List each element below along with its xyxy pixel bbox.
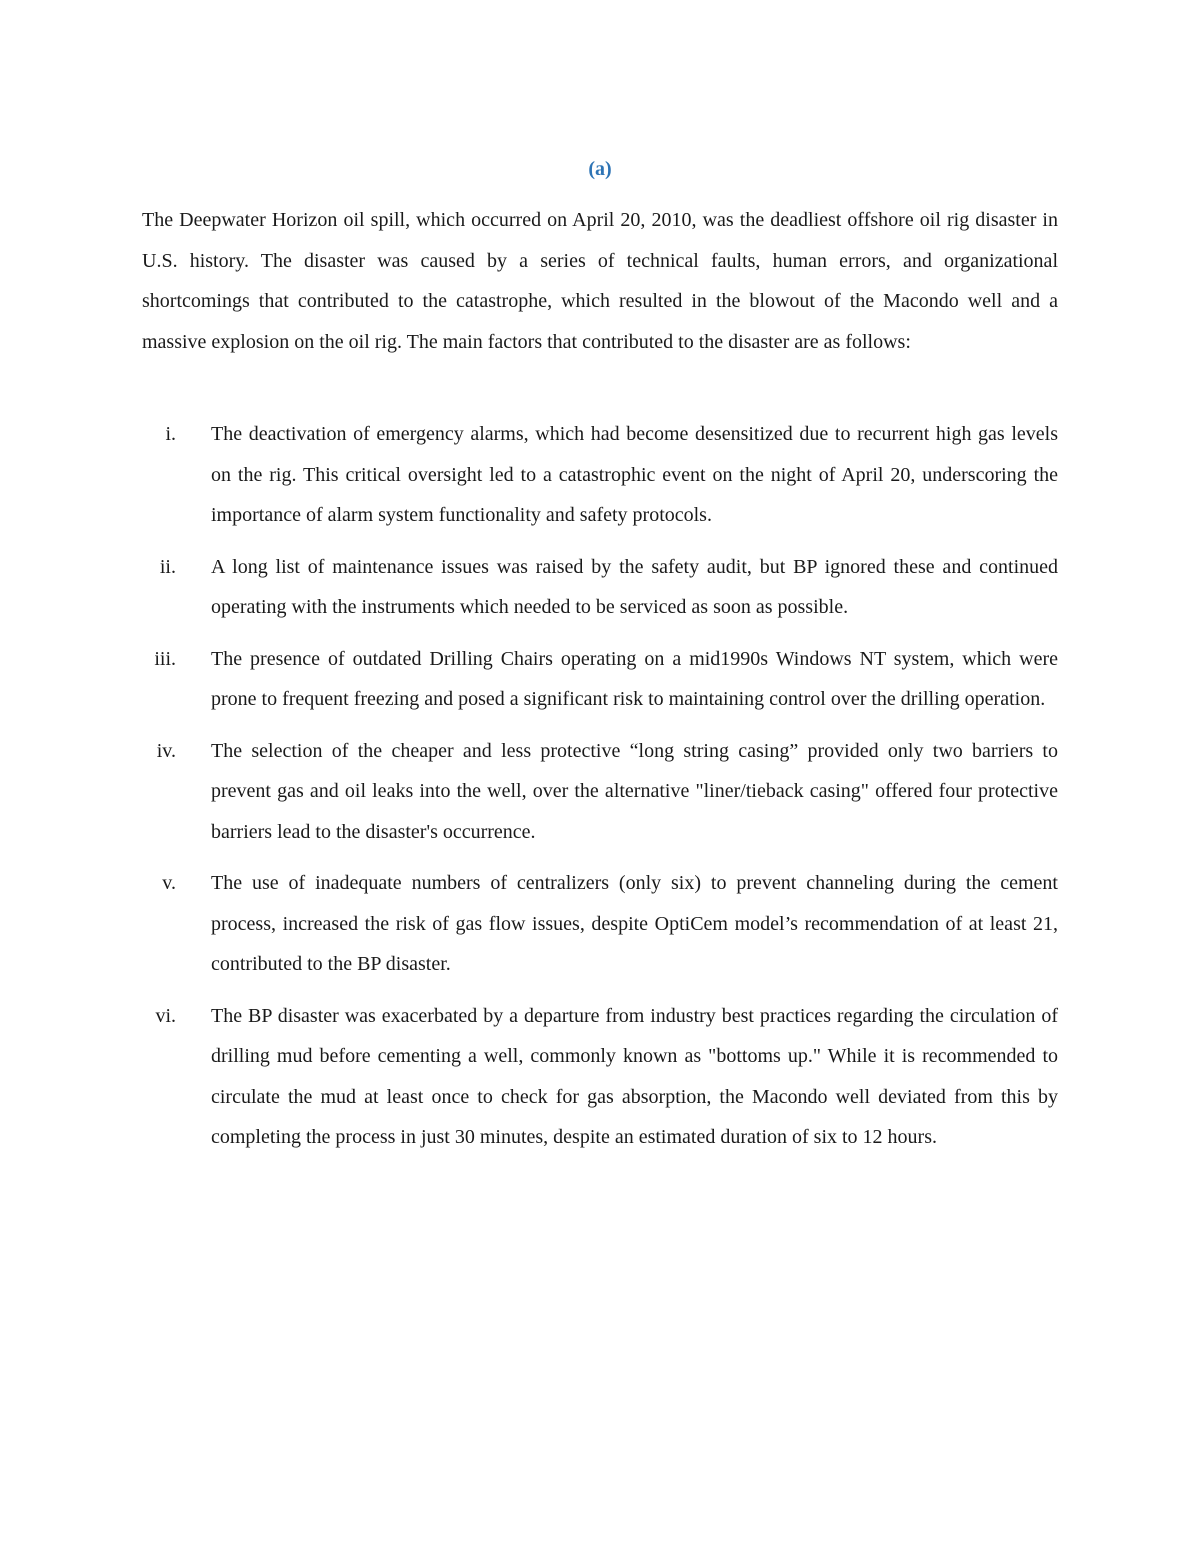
list-item-text: The deactivation of emergency alarms, which had become desensitized due to recurrent high gas levels on the rig. This critical oversight led to a catastrophic event on the night of April 20, underscoring the importance of alarm system functionality and safety protocols. <box>211 423 1058 526</box>
list-item-text: The BP disaster was exacerbated by a departure from industry best practices regarding the circulation of drilling mud before cementing a well, commonly known as "bottoms up." While it is recommended to circulate the mud at least once to check for gas absorption, the Macondo well deviated from this by completing the process in just 30 minutes, despite an estimated duration of six to 12 hours. <box>211 1004 1058 1148</box>
list-marker: iii. <box>154 647 176 670</box>
list-item <box>142 996 1058 1158</box>
list-marker: i. <box>165 423 176 445</box>
list-item-text: The use of inadequate numbers of centralizers (only six) to prevent channeling during the cement process, increased the risk of gas flow issues, despite OptiCem model’s recommendation of at least 21, contributed to the BP disaster. <box>211 872 1058 975</box>
list-item-text: The presence of outdated Drilling Chairs operating on a mid1990s Windows NT system, which were prone to frequent freezing and posed a significant risk to maintaining control over the drilling operation. <box>211 647 1058 710</box>
list-item-text: The selection of the cheaper and less protective “long string casing” provided only two barriers to prevent gas and oil leaks into the well, over the alternative "liner/tieback casing" offered four protective barriers lead to the disaster's occurrence. <box>211 739 1058 843</box>
list-marker: ii. <box>159 555 176 578</box>
intro-paragraph: The Deepwater Horizon oil spill, which occurred on April 20, 2010, was the deadliest offshore oil rig disaster in U.S. history. The disaster was caused by a series of technical faults, human errors, and organizational shortcomings that contributed to the catastrophe, which resulted in the blowout of the Macondo well and a massive explosion on the oil rig. The main factors that contributed to the disaster are as follows: <box>142 209 1058 353</box>
list-marker: v. <box>162 872 176 894</box>
list-item <box>142 414 1058 536</box>
list-item <box>142 863 1058 985</box>
list-marker: vi. <box>155 1004 176 1027</box>
list-item <box>142 639 1058 720</box>
section-heading: (a) <box>588 158 612 180</box>
factors-list <box>142 414 1058 1169</box>
list-item <box>142 547 1058 628</box>
list-marker: iv. <box>156 739 176 762</box>
list-item-text: A long list of maintenance issues was raised by the safety audit, but BP ignored these and continued operating with the instruments which needed to be serviced as soon as possible. <box>211 555 1058 618</box>
list-item <box>142 731 1058 853</box>
